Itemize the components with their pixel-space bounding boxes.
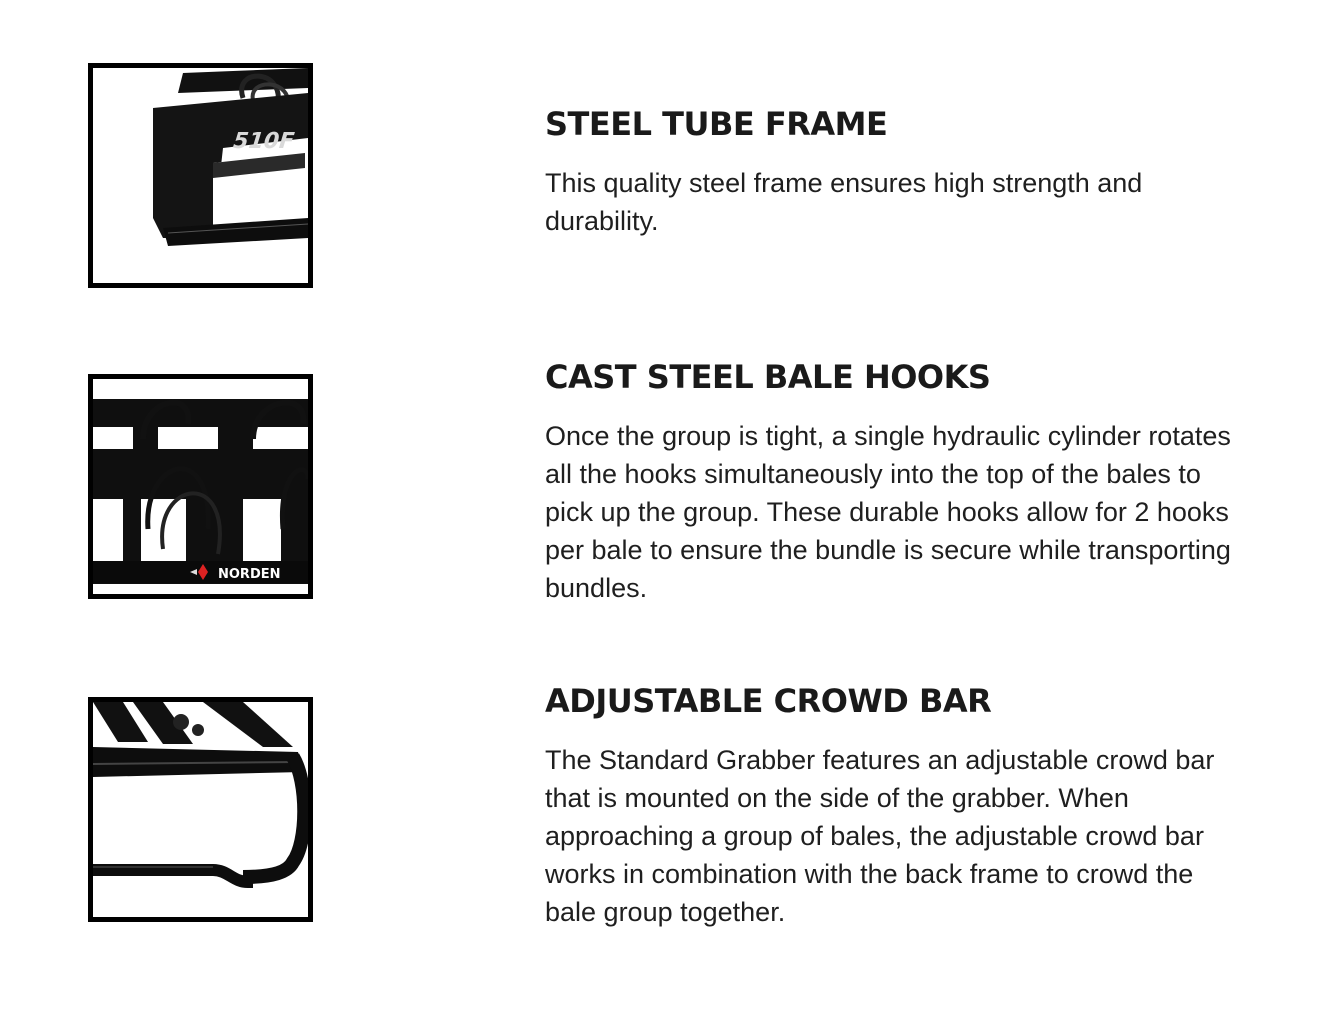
feature-description: Once the group is tight, a single hydraulic cylinder rotates all the hooks simultaneously into the top of the bales to pick up the group. These durable hooks allow for 2 hooks per bale to ensure the bundle is secure while transporting bundles.: [545, 421, 1231, 603]
steel-tube-frame-image: [88, 63, 313, 288]
feature-text: [545, 681, 1245, 931]
brand-label: NORDEN: [218, 567, 281, 582]
hooks-illustration: [93, 379, 308, 594]
feature-description: The Standard Grabber features an adjustable crowd bar that is mounted on the side of the grabber. When approaching a group of bales, the adjustable crowd bar works in combination with the back frame to crowd the bale group together.: [545, 745, 1215, 927]
feature-text: [545, 357, 1245, 607]
feature-text: [545, 104, 1245, 240]
feature-description: This quality steel frame ensures high strength and durability.: [545, 168, 1143, 236]
bale-hooks-image: [88, 374, 313, 599]
feature-title: CAST STEEL BALE HOOKS: [545, 358, 991, 396]
frame-illustration: [93, 68, 308, 283]
model-label: 510F: [231, 129, 296, 154]
feature-title: STEEL TUBE FRAME: [545, 105, 888, 143]
feature-title: ADJUSTABLE CROWD BAR: [545, 682, 992, 720]
crowd-bar-illustration: [93, 702, 308, 917]
crowd-bar-image: [88, 697, 313, 922]
